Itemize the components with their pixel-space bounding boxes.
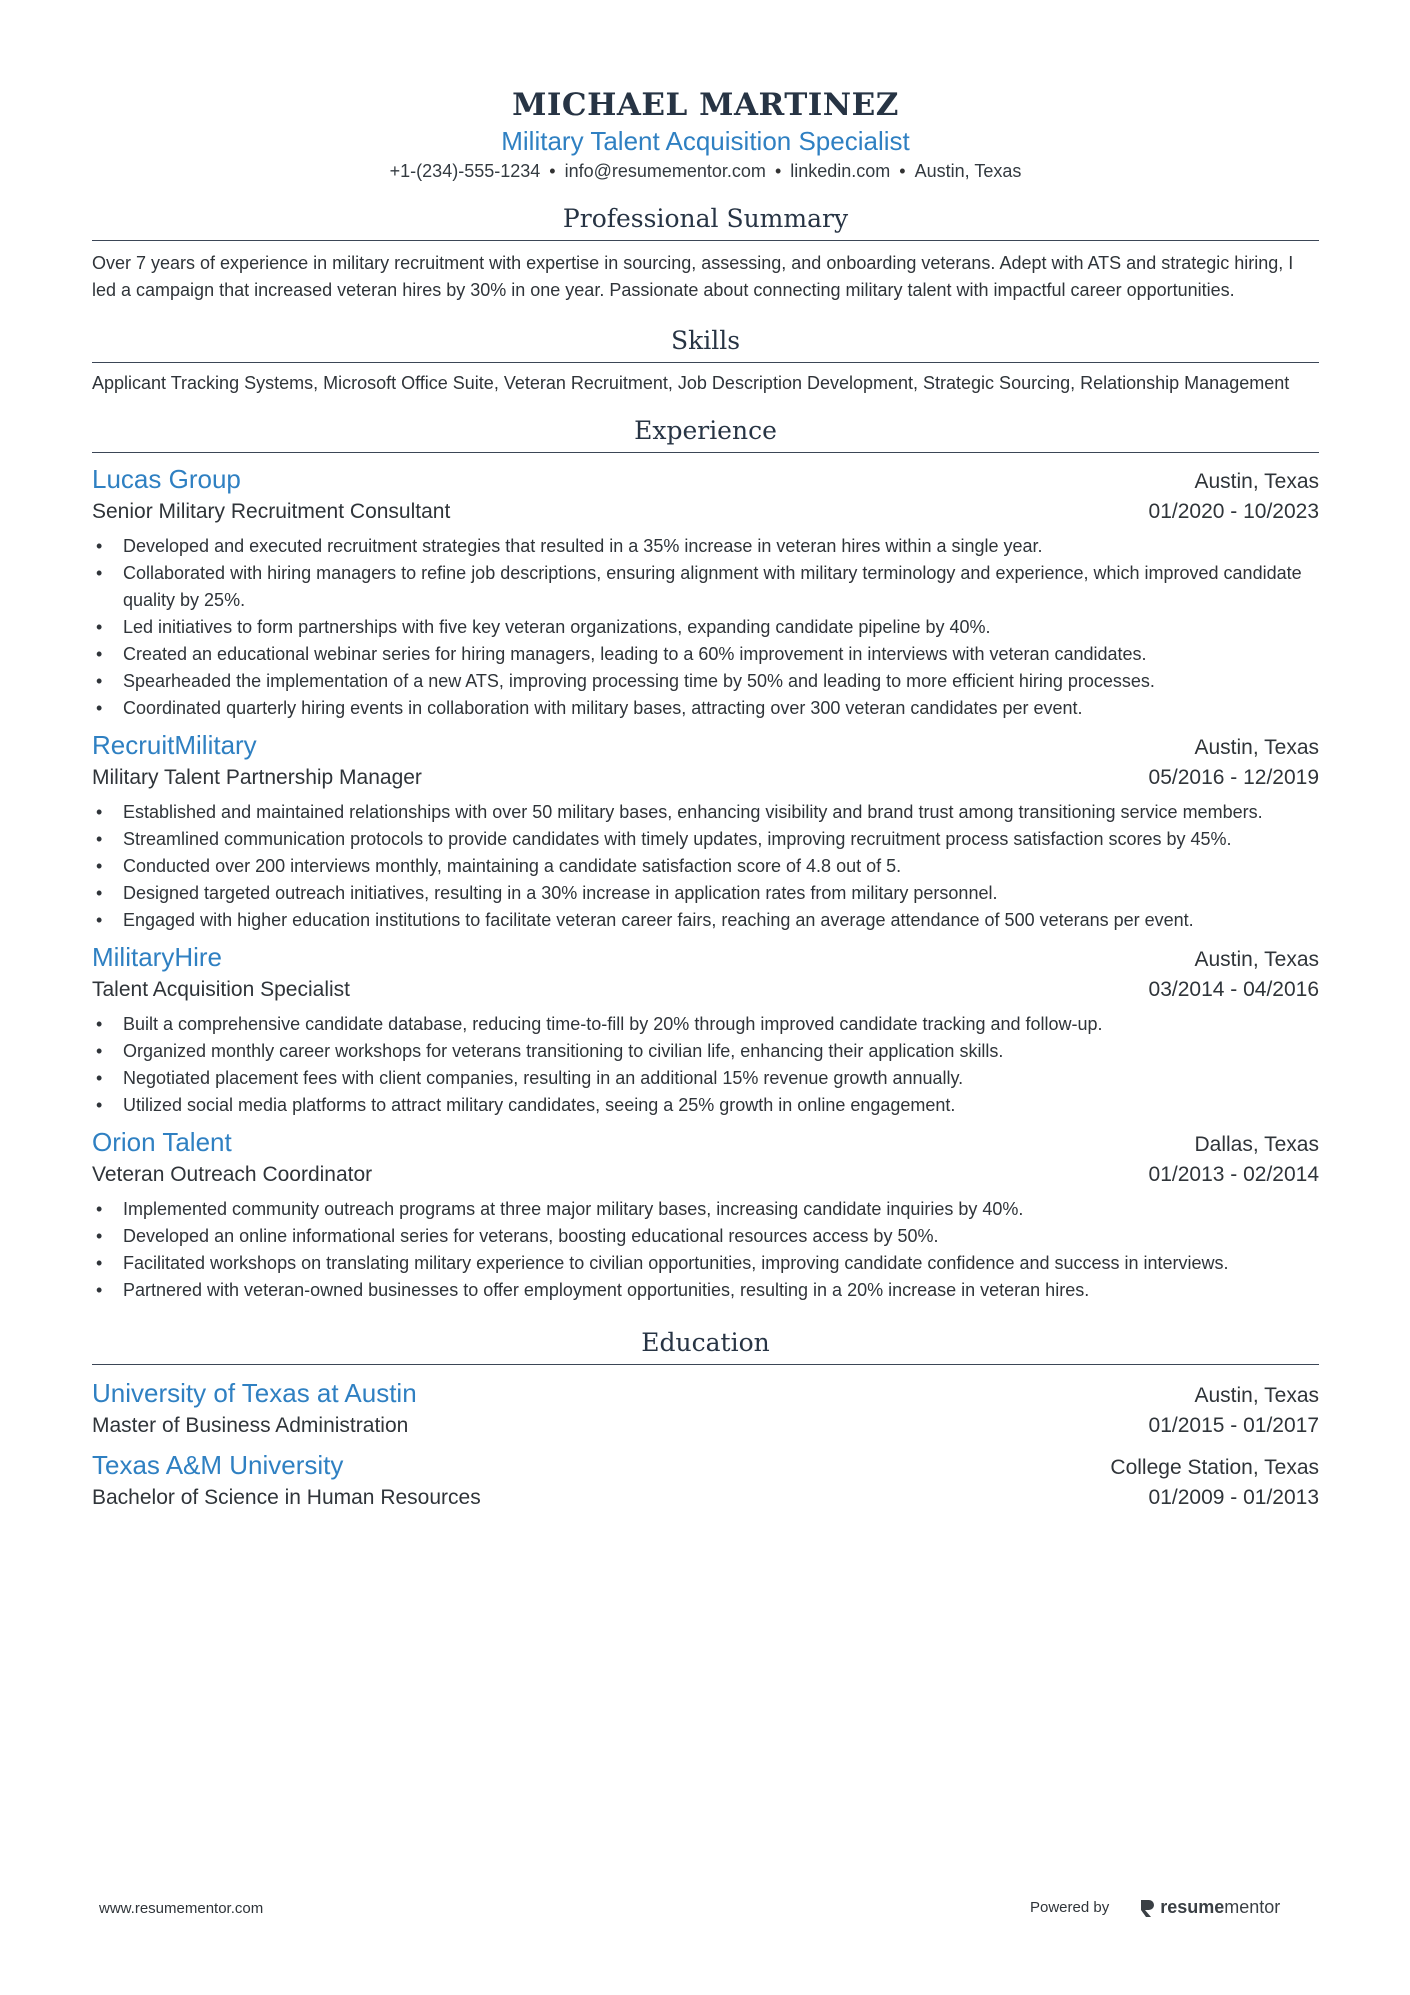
skills-text: Applicant Tracking Systems, Microsoft Office Suite, Veteran Recruitment, Job Description Development, Strategic Sourcing, Relationship Management (92, 373, 1290, 393)
job-bullets (92, 533, 1319, 722)
job-role-row (92, 497, 1319, 527)
summary-section (92, 202, 1319, 304)
company-name: Lucas Group (92, 464, 241, 494)
job-bullet: • Created an educational webinar series for hiring managers, leading to a 60% improvement in interviews with veteran candidates. (92, 641, 1319, 668)
footer-website[interactable]: www.resumementor.com (99, 1900, 264, 1917)
job-bullets (92, 1196, 1319, 1304)
job-header-row (92, 728, 1319, 763)
job-bullet: • Coordinated quarterly hiring events in collaboration with military bases, attracting over 300 veteran candidates per event. (92, 695, 1319, 722)
job-bullet: • Partnered with veteran-owned businesses to offer employment opportunities, resulting in a 20% increase in veteran hires. (92, 1277, 1319, 1304)
job-location: Dallas, Texas (1194, 1133, 1319, 1156)
resumementor-logo-icon (1139, 1898, 1155, 1918)
job-location: Austin, Texas (1194, 948, 1319, 971)
job-bullet: • Developed and executed recruitment strategies that resulted in a 35% increase in veteran hires within a single year. (92, 533, 1319, 560)
education-section (92, 1326, 1319, 1513)
job-bullet: • Implemented community outreach programs at three major military bases, increasing candidate inquiries by 40%. (92, 1196, 1319, 1223)
job-bullet: • Streamlined communication protocols to provide candidates with timely updates, improving recruitment process satisfaction scores by 45%. (92, 826, 1319, 853)
education-header-row (92, 1375, 1319, 1411)
education-entry (92, 1447, 1319, 1513)
bullet-separator: • (899, 161, 906, 181)
school-location: College Station, Texas (1110, 1456, 1319, 1479)
job-bullet: • Conducted over 200 interviews monthly, maintaining a candidate satisfaction score of 4.8 out of 5. (92, 853, 1319, 880)
job-bullet: • Negotiated placement fees with client companies, resulting in an additional 15% revenue growth annually. (92, 1065, 1319, 1092)
education-header-row (92, 1447, 1319, 1483)
job-bullet: • Built a comprehensive candidate database, reducing time-to-fill by 20% through improved candidate tracking and follow-up. (92, 1011, 1319, 1038)
job-bullet: • Facilitated workshops on translating military experience to civilian opportunities, improving candidate confidence and success in interviews. (92, 1250, 1319, 1277)
section-title-skills: Skills (92, 324, 1319, 363)
section-title-experience: Experience (92, 414, 1319, 453)
job-bullet: • Established and maintained relationships with over 50 military bases, enhancing visibility and brand trust among transitioning service members. (92, 799, 1319, 826)
job-header-row (92, 940, 1319, 975)
contact-phone: +1-(234)-555-1234 (389, 161, 541, 181)
job-role: Military Talent Partnership Manager (92, 766, 422, 789)
job-header-row (92, 462, 1319, 497)
contact-linkedin[interactable]: linkedin.com (790, 161, 891, 181)
job-entry (92, 1125, 1319, 1304)
education-degree-row (92, 1483, 1319, 1513)
resume-page (92, 86, 1319, 1513)
job-bullet: • Designed targeted outreach initiatives, resulting in a 30% increase in application rates from military personnel. (92, 880, 1319, 907)
job-role: Veteran Outreach Coordinator (92, 1163, 373, 1186)
contact-line (92, 158, 1319, 184)
job-dates: 01/2013 - 02/2014 (1148, 1163, 1319, 1186)
degree: Bachelor of Science in Human Resources (92, 1486, 481, 1509)
job-header-row (92, 1125, 1319, 1160)
bullet-separator: • (549, 161, 556, 181)
job-dates: 03/2014 - 04/2016 (1148, 978, 1319, 1001)
job-role: Senior Military Recruitment Consultant (92, 500, 451, 523)
candidate-name: MICHAEL MARTINEZ (512, 87, 899, 123)
company-name: Orion Talent (92, 1127, 232, 1157)
job-dates: 05/2016 - 12/2019 (1148, 766, 1319, 789)
job-location: Austin, Texas (1194, 736, 1319, 759)
job-bullet: • Spearheaded the implementation of a new ATS, improving processing time by 50% and leading to more efficient hiring processes. (92, 668, 1319, 695)
education-list (92, 1375, 1319, 1513)
job-dates: 01/2020 - 10/2023 (1148, 500, 1319, 523)
degree: Master of Business Administration (92, 1414, 409, 1437)
job-role-row (92, 975, 1319, 1005)
education-dates: 01/2015 - 01/2017 (1148, 1414, 1319, 1437)
contact-location: Austin, Texas (914, 161, 1022, 181)
job-role: Talent Acquisition Specialist (92, 978, 350, 1001)
resume-header (92, 86, 1319, 184)
skills-section (92, 324, 1319, 396)
job-bullet: • Organized monthly career workshops for veterans transitioning to civilian life, enhancing their application skills. (92, 1038, 1319, 1065)
job-bullets (92, 799, 1319, 934)
job-entry (92, 940, 1319, 1119)
job-bullet: • Collaborated with hiring managers to refine job descriptions, ensuring alignment with military terminology and experience, which improved candidate quality by 25%. (92, 560, 1319, 614)
section-title-education: Education (92, 1326, 1319, 1365)
experience-list (92, 462, 1319, 1304)
section-title-summary: Professional Summary (92, 202, 1319, 241)
experience-section (92, 414, 1319, 1304)
school-name: Texas A&M University (92, 1450, 344, 1480)
job-role-row (92, 1160, 1319, 1190)
school-location: Austin, Texas (1194, 1384, 1319, 1407)
brand-light: mentor (1224, 1897, 1281, 1917)
job-entry (92, 462, 1319, 722)
brand-bold: resume (1160, 1897, 1225, 1917)
resumementor-logo[interactable] (1139, 1897, 1280, 1918)
job-role-row (92, 763, 1319, 793)
contact-email[interactable]: info@resumementor.com (564, 161, 766, 181)
powered-by-label: Powered by (1030, 1899, 1110, 1916)
job-bullet: • Utilized social media platforms to attract military candidates, seeing a 25% growth in online engagement. (92, 1092, 1319, 1119)
company-name: MilitaryHire (92, 942, 222, 972)
summary-text: Over 7 years of experience in military recruitment with expertise in sourcing, assessing, and onboarding veterans. Adept with ATS and strategic hiring, I led a campaign that increased veteran hires by 30% in one year. Passionate about connecting military talent with impactful career opportunities. (92, 253, 1294, 300)
job-location: Austin, Texas (1194, 470, 1319, 493)
candidate-title: Military Talent Acquisition Specialist (501, 126, 910, 156)
school-name: University of Texas at Austin (92, 1378, 417, 1408)
job-entry (92, 728, 1319, 934)
education-dates: 01/2009 - 01/2013 (1148, 1486, 1319, 1509)
job-bullets (92, 1011, 1319, 1119)
education-degree-row (92, 1411, 1319, 1441)
footer-branding (1030, 1897, 1280, 1918)
job-bullet: • Developed an online informational series for veterans, boosting educational resources access by 50%. (92, 1223, 1319, 1250)
education-entry (92, 1375, 1319, 1441)
company-name: RecruitMilitary (92, 730, 257, 760)
job-bullet: • Led initiatives to form partnerships with five key veteran organizations, expanding candidate pipeline by 40%. (92, 614, 1319, 641)
bullet-separator: • (774, 161, 782, 181)
job-bullet: • Engaged with higher education institutions to facilitate veteran career fairs, reaching an average attendance of 500 veterans per event. (92, 907, 1319, 934)
